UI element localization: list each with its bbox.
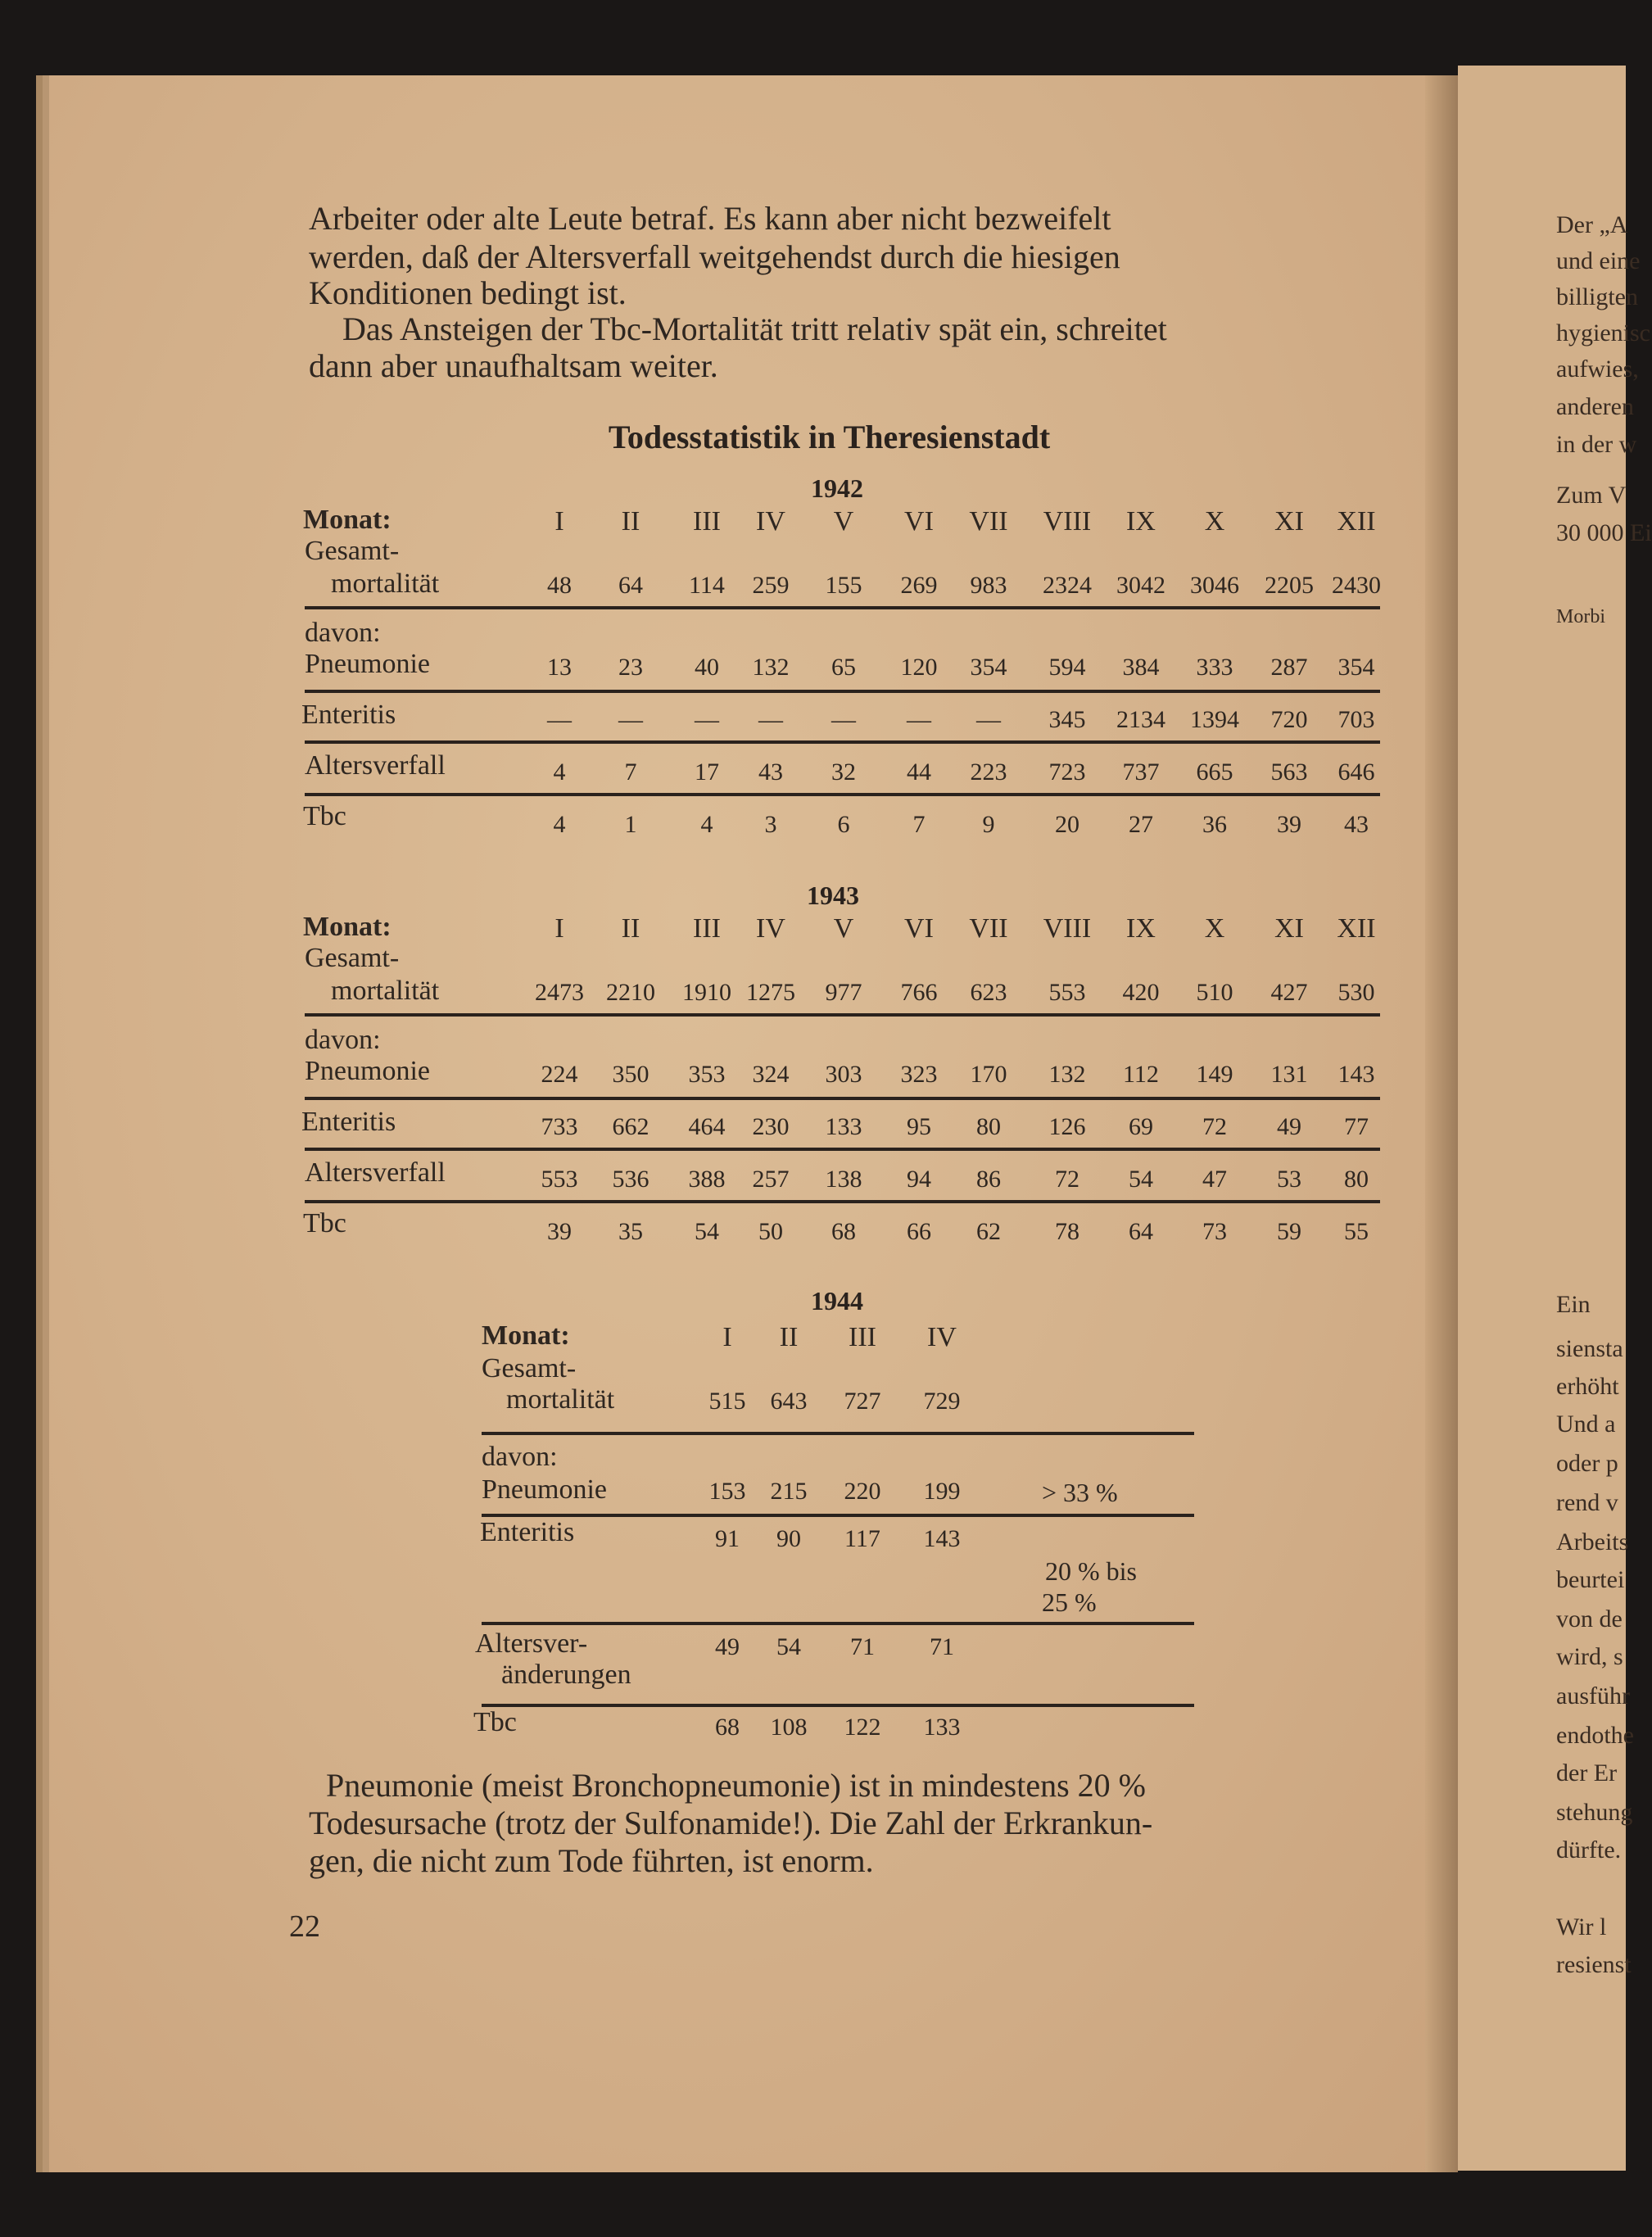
tbc-cell: 50 bbox=[758, 1218, 783, 1245]
tbc-cell: 78 bbox=[1055, 1218, 1079, 1245]
enteritis-cell: — bbox=[695, 706, 719, 733]
enteritis-cell: 2134 bbox=[1116, 706, 1165, 733]
tbc-cell: 4 bbox=[553, 811, 566, 838]
tbc-cell: 59 bbox=[1277, 1218, 1301, 1245]
enteritis-cell: — bbox=[618, 706, 643, 733]
row-label-monat: Monat: bbox=[303, 912, 392, 942]
month-header: XII bbox=[1337, 506, 1376, 537]
altersverfall-cell: 71 bbox=[930, 1633, 954, 1660]
intro-line: werden, daß der Altersverfall weitgehendst durch die hiesigen bbox=[309, 238, 1120, 275]
enteritis-cell: 720 bbox=[1270, 706, 1308, 733]
gesamt-cell: 259 bbox=[752, 572, 790, 599]
pneumonie-cell: 224 bbox=[541, 1061, 578, 1088]
gesamt-cell: 1910 bbox=[682, 979, 731, 1006]
pneumonie-cell: 350 bbox=[612, 1061, 649, 1088]
enteritis-cell: 464 bbox=[688, 1113, 726, 1140]
table-rule bbox=[305, 690, 1380, 693]
year-heading: 1944 bbox=[811, 1286, 863, 1315]
right-page-line: stehung bbox=[1556, 1799, 1633, 1826]
row-label-enteritis: Enteritis bbox=[301, 700, 396, 730]
intro-line: Konditionen bedingt ist. bbox=[309, 274, 627, 311]
enteritis-cell: 345 bbox=[1048, 706, 1086, 733]
pneumonie-cell: 143 bbox=[1337, 1061, 1375, 1088]
row-label-davon: davon: bbox=[305, 1025, 381, 1055]
enteritis-cell: — bbox=[831, 706, 856, 733]
pneumonie-cell: 303 bbox=[825, 1061, 862, 1088]
row-label-gesamt: Gesamt- bbox=[305, 943, 400, 973]
pneumonie-share-note: > 33 % bbox=[1042, 1478, 1118, 1507]
month-header: V bbox=[833, 913, 854, 944]
year-heading: 1942 bbox=[811, 473, 863, 503]
pneumonie-cell: 353 bbox=[688, 1061, 726, 1088]
table-rule bbox=[305, 1097, 1380, 1100]
month-header: III bbox=[693, 506, 721, 537]
pneumonie-cell: 594 bbox=[1048, 654, 1086, 681]
month-header: IV bbox=[927, 1322, 957, 1352]
right-page-line: Morbi bbox=[1556, 606, 1605, 627]
book-page-right bbox=[1458, 66, 1652, 2171]
tbc-cell: 7 bbox=[912, 811, 926, 838]
gesamt-cell: 427 bbox=[1270, 979, 1308, 1006]
gesamt-cell: 2205 bbox=[1265, 572, 1314, 599]
pneumonie-cell: 170 bbox=[970, 1061, 1007, 1088]
table-title: Todesstatistik in Theresienstadt bbox=[608, 419, 1051, 455]
enteritis-share-note: 20 % bis bbox=[1045, 1556, 1137, 1586]
row-label-tbc: Tbc bbox=[303, 801, 346, 831]
enteritis-cell: 143 bbox=[923, 1525, 961, 1552]
page-number: 22 bbox=[289, 1909, 320, 1944]
gesamt-cell: 64 bbox=[618, 572, 643, 599]
month-header: VIII bbox=[1043, 506, 1092, 537]
altersverfall-cell: 138 bbox=[825, 1166, 862, 1193]
month-header: XI bbox=[1274, 506, 1304, 537]
gesamt-cell: 983 bbox=[970, 572, 1007, 599]
altersverfall-cell: 72 bbox=[1055, 1166, 1079, 1193]
gesamt-cell: 155 bbox=[825, 572, 862, 599]
altersverfall-cell: 563 bbox=[1270, 758, 1308, 786]
month-header: X bbox=[1204, 913, 1225, 944]
month-header: VI bbox=[904, 506, 934, 537]
pneumonie-cell: 13 bbox=[547, 654, 572, 681]
tbc-cell: 66 bbox=[907, 1218, 931, 1245]
right-page-line: der Er bbox=[1556, 1759, 1618, 1786]
gesamt-cell: 2210 bbox=[606, 979, 655, 1006]
table-rule bbox=[305, 1200, 1380, 1203]
right-page-line: von de bbox=[1556, 1605, 1623, 1632]
altersverfall-cell: 43 bbox=[758, 758, 783, 786]
row-label-tbc: Tbc bbox=[303, 1208, 346, 1239]
pneumonie-cell: 131 bbox=[1270, 1061, 1308, 1088]
altersverfall-cell: 4 bbox=[553, 758, 566, 786]
enteritis-cell: 90 bbox=[776, 1525, 801, 1552]
gesamt-cell: 530 bbox=[1337, 979, 1375, 1006]
table-rule bbox=[305, 606, 1380, 609]
enteritis-cell: — bbox=[907, 706, 931, 733]
altersverfall-cell: 723 bbox=[1048, 758, 1086, 786]
pneumonie-cell: 333 bbox=[1196, 654, 1233, 681]
altersverfall-cell: 536 bbox=[612, 1166, 649, 1193]
intro-line: dann aber unaufhaltsam weiter. bbox=[309, 347, 718, 384]
enteritis-share-note: 25 % bbox=[1042, 1587, 1097, 1617]
row-label-gesamt: Gesamt- bbox=[305, 536, 400, 566]
altersverfall-cell: 54 bbox=[776, 1633, 801, 1660]
right-page-line: anderen bbox=[1556, 393, 1634, 420]
gesamt-cell: 48 bbox=[547, 572, 572, 599]
enteritis-cell: 117 bbox=[844, 1525, 880, 1552]
table-rule bbox=[482, 1432, 1194, 1435]
pneumonie-cell: 132 bbox=[1048, 1061, 1086, 1088]
row-label-gesamt: mortalität bbox=[331, 568, 440, 599]
right-page-line: resienst bbox=[1556, 1951, 1632, 1978]
row-label-pneumonie: Pneumonie bbox=[482, 1474, 607, 1505]
tbc-cell: 9 bbox=[982, 811, 995, 838]
right-page-line: dürfte. bbox=[1556, 1836, 1622, 1863]
table-rule bbox=[482, 1622, 1194, 1625]
year-heading: 1943 bbox=[807, 881, 859, 910]
pneumonie-cell: 65 bbox=[831, 654, 856, 681]
month-header: II bbox=[621, 913, 640, 944]
gesamt-cell: 420 bbox=[1122, 979, 1160, 1006]
gesamt-cell: 2324 bbox=[1043, 572, 1092, 599]
enteritis-cell: — bbox=[547, 706, 572, 733]
tbc-cell: 4 bbox=[700, 811, 713, 838]
gesamt-cell: 623 bbox=[970, 979, 1007, 1006]
right-page-line: beurtei bbox=[1556, 1566, 1625, 1593]
month-header: IX bbox=[1126, 506, 1156, 537]
outro-line: Pneumonie (meist Bronchopneumonie) ist in mindestens 20 % bbox=[326, 1767, 1146, 1804]
month-header: II bbox=[779, 1322, 799, 1352]
altersverfall-cell: 44 bbox=[907, 758, 931, 786]
altersverfall-cell: 223 bbox=[970, 758, 1007, 786]
right-page-line: endothe bbox=[1556, 1722, 1634, 1749]
table-rule bbox=[305, 1013, 1380, 1017]
month-header: II bbox=[621, 506, 640, 537]
gesamt-cell: 2430 bbox=[1332, 572, 1381, 599]
pneumonie-cell: 354 bbox=[1337, 654, 1375, 681]
tbc-cell: 39 bbox=[547, 1218, 572, 1245]
table-rule bbox=[305, 793, 1380, 796]
tbc-cell: 64 bbox=[1129, 1218, 1153, 1245]
gesamt-cell: 510 bbox=[1196, 979, 1233, 1006]
row-label-altersverfall: Altersverfall bbox=[305, 1157, 446, 1188]
gesamt-cell: 2473 bbox=[535, 979, 584, 1006]
row-label-monat: Monat: bbox=[303, 505, 392, 535]
altersverfall-cell: 553 bbox=[541, 1166, 578, 1193]
intro-line: Arbeiter oder alte Leute betraf. Es kann aber nicht bezweifelt bbox=[309, 200, 1111, 237]
gesamt-cell: 727 bbox=[844, 1388, 881, 1415]
enteritis-cell: 91 bbox=[715, 1525, 740, 1552]
altersverfall-cell: 7 bbox=[624, 758, 637, 786]
right-page-line: erhöht bbox=[1556, 1373, 1619, 1400]
pneumonie-cell: 112 bbox=[1123, 1061, 1159, 1088]
altersverfall-cell: 86 bbox=[976, 1166, 1001, 1193]
right-page-line: ausführ bbox=[1556, 1682, 1630, 1709]
right-page-line: wird, s bbox=[1556, 1643, 1623, 1670]
enteritis-cell: 80 bbox=[976, 1113, 1001, 1140]
enteritis-cell: — bbox=[758, 706, 783, 733]
right-page-line: oder p bbox=[1556, 1450, 1618, 1477]
table-rule bbox=[482, 1514, 1194, 1517]
month-header: VI bbox=[904, 913, 934, 944]
gesamt-cell: 1275 bbox=[746, 979, 795, 1006]
pneumonie-cell: 215 bbox=[770, 1478, 808, 1505]
pneumonie-cell: 324 bbox=[752, 1061, 790, 1088]
tbc-cell: 35 bbox=[618, 1218, 643, 1245]
right-page-line: Der „A bbox=[1556, 211, 1628, 238]
pneumonie-cell: 120 bbox=[900, 654, 938, 681]
tbc-cell: 62 bbox=[976, 1218, 1001, 1245]
month-header: IV bbox=[756, 913, 785, 944]
altersverfall-cell: 32 bbox=[831, 758, 856, 786]
gesamt-cell: 766 bbox=[900, 979, 938, 1006]
row-label-gesamt: mortalität bbox=[506, 1384, 615, 1415]
month-header: IX bbox=[1126, 913, 1156, 944]
month-header: IV bbox=[756, 506, 785, 537]
gesamt-cell: 643 bbox=[770, 1388, 808, 1415]
altersverfall-cell: 737 bbox=[1122, 758, 1160, 786]
enteritis-cell: 703 bbox=[1337, 706, 1375, 733]
altersverfall-cell: 71 bbox=[850, 1633, 875, 1660]
month-header: XII bbox=[1337, 913, 1376, 944]
row-label-pneumonie: Pneumonie bbox=[305, 1056, 430, 1086]
gesamt-cell: 515 bbox=[708, 1388, 746, 1415]
month-header: I bbox=[554, 506, 564, 537]
pneumonie-cell: 199 bbox=[923, 1478, 961, 1505]
altersverfall-cell: 646 bbox=[1337, 758, 1375, 786]
month-header: I bbox=[554, 913, 564, 944]
row-label-altersverfall: Altersver- bbox=[475, 1628, 588, 1659]
altersverfall-cell: 17 bbox=[695, 758, 719, 786]
table-rule bbox=[482, 1704, 1194, 1707]
enteritis-cell: 72 bbox=[1202, 1113, 1227, 1140]
right-page-line: Und a bbox=[1556, 1411, 1616, 1438]
tbc-cell: 1 bbox=[624, 811, 637, 838]
altersverfall-cell: 388 bbox=[688, 1166, 726, 1193]
enteritis-cell: 133 bbox=[825, 1113, 862, 1140]
enteritis-cell: 733 bbox=[541, 1113, 578, 1140]
gesamt-cell: 729 bbox=[923, 1388, 961, 1415]
enteritis-cell: 230 bbox=[752, 1113, 790, 1140]
book-gutter bbox=[1425, 75, 1458, 2172]
tbc-cell: 43 bbox=[1344, 811, 1369, 838]
row-label-monat: Monat: bbox=[482, 1320, 570, 1351]
tbc-cell: 55 bbox=[1344, 1218, 1369, 1245]
pneumonie-cell: 323 bbox=[900, 1061, 938, 1088]
altersverfall-cell: 665 bbox=[1196, 758, 1233, 786]
tbc-cell: 122 bbox=[844, 1714, 881, 1741]
tbc-cell: 68 bbox=[831, 1218, 856, 1245]
pneumonie-cell: 153 bbox=[708, 1478, 746, 1505]
table-rule bbox=[305, 740, 1380, 744]
enteritis-cell: 95 bbox=[907, 1113, 931, 1140]
tbc-cell: 6 bbox=[837, 811, 850, 838]
row-label-enteritis: Enteritis bbox=[301, 1107, 396, 1137]
altersverfall-cell: 49 bbox=[715, 1633, 740, 1660]
enteritis-cell: 1394 bbox=[1190, 706, 1239, 733]
pneumonie-cell: 220 bbox=[844, 1478, 881, 1505]
pneumonie-cell: 149 bbox=[1196, 1061, 1233, 1088]
pneumonie-cell: 287 bbox=[1270, 654, 1308, 681]
tbc-cell: 39 bbox=[1277, 811, 1301, 838]
right-page-line: Wir l bbox=[1556, 1913, 1607, 1940]
pneumonie-cell: 354 bbox=[970, 654, 1007, 681]
right-page-line: Ein bbox=[1556, 1291, 1591, 1318]
right-page-line: rend v bbox=[1556, 1489, 1618, 1516]
row-label-pneumonie: Pneumonie bbox=[305, 649, 430, 679]
altersverfall-cell: 54 bbox=[1129, 1166, 1153, 1193]
tbc-cell: 133 bbox=[923, 1714, 961, 1741]
outro-line: gen, die nicht zum Tode führten, ist enorm. bbox=[309, 1842, 874, 1879]
row-label-davon: davon: bbox=[482, 1442, 558, 1472]
month-header: VIII bbox=[1043, 913, 1092, 944]
altersverfall-cell: 47 bbox=[1202, 1166, 1227, 1193]
tbc-cell: 20 bbox=[1055, 811, 1079, 838]
altersverfall-cell: 80 bbox=[1344, 1166, 1369, 1193]
row-label-altersverfall: Altersverfall bbox=[305, 750, 446, 781]
intro-line: Das Ansteigen der Tbc-Mortalität tritt relativ spät ein, schreitet bbox=[342, 310, 1167, 347]
right-page-line: in der w bbox=[1556, 431, 1637, 458]
gesamt-cell: 3042 bbox=[1116, 572, 1165, 599]
enteritis-cell: 126 bbox=[1048, 1113, 1086, 1140]
pneumonie-cell: 40 bbox=[695, 654, 719, 681]
month-header: XI bbox=[1274, 913, 1304, 944]
tbc-cell: 54 bbox=[695, 1218, 719, 1245]
enteritis-cell: — bbox=[976, 706, 1001, 733]
row-label-gesamt: mortalität bbox=[331, 976, 440, 1006]
month-header: III bbox=[849, 1322, 876, 1352]
gesamt-cell: 553 bbox=[1048, 979, 1086, 1006]
row-label-tbc: Tbc bbox=[473, 1707, 517, 1737]
right-page-line: aufwies, bbox=[1556, 355, 1639, 383]
month-header: X bbox=[1204, 506, 1225, 537]
pneumonie-cell: 384 bbox=[1122, 654, 1160, 681]
row-label-gesamt: Gesamt- bbox=[482, 1353, 577, 1383]
pneumonie-cell: 23 bbox=[618, 654, 643, 681]
pneumonie-cell: 132 bbox=[752, 654, 790, 681]
tbc-cell: 68 bbox=[715, 1714, 740, 1741]
altersverfall-cell: 94 bbox=[907, 1166, 931, 1193]
enteritis-cell: 77 bbox=[1344, 1113, 1369, 1140]
row-label-davon: davon: bbox=[305, 618, 381, 648]
tbc-cell: 36 bbox=[1202, 811, 1227, 838]
right-page-line: hygienisc bbox=[1556, 319, 1650, 346]
right-page-line: billigten bbox=[1556, 283, 1638, 310]
tbc-cell: 108 bbox=[770, 1714, 808, 1741]
right-page-line: Arbeits bbox=[1556, 1528, 1629, 1555]
right-page-line: 30 000 Ei bbox=[1556, 519, 1652, 546]
month-header: III bbox=[693, 913, 721, 944]
gesamt-cell: 977 bbox=[825, 979, 862, 1006]
month-header: VII bbox=[969, 506, 1008, 537]
altersverfall-cell: 53 bbox=[1277, 1166, 1301, 1193]
gesamt-cell: 269 bbox=[900, 572, 938, 599]
tbc-cell: 3 bbox=[764, 811, 777, 838]
month-header: I bbox=[722, 1322, 732, 1352]
table-rule bbox=[305, 1148, 1380, 1151]
enteritis-cell: 49 bbox=[1277, 1113, 1301, 1140]
enteritis-cell: 69 bbox=[1129, 1113, 1153, 1140]
right-page-line: Zum V bbox=[1556, 482, 1627, 509]
gesamt-cell: 3046 bbox=[1190, 572, 1239, 599]
right-page-line: siensta bbox=[1556, 1335, 1623, 1362]
right-page-line: und eine bbox=[1556, 247, 1641, 274]
tbc-cell: 73 bbox=[1202, 1218, 1227, 1245]
row-label-enteritis: Enteritis bbox=[480, 1517, 575, 1547]
tbc-cell: 27 bbox=[1129, 811, 1153, 838]
row-label-altersverfall: änderungen bbox=[501, 1660, 631, 1690]
outro-line: Todesursache (trotz der Sulfonamide!). Die Zahl der Erkrankun- bbox=[309, 1805, 1153, 1841]
altersverfall-cell: 257 bbox=[752, 1166, 790, 1193]
month-header: VII bbox=[969, 913, 1008, 944]
month-header: V bbox=[833, 506, 854, 537]
enteritis-cell: 662 bbox=[612, 1113, 649, 1140]
gesamt-cell: 114 bbox=[689, 572, 725, 599]
